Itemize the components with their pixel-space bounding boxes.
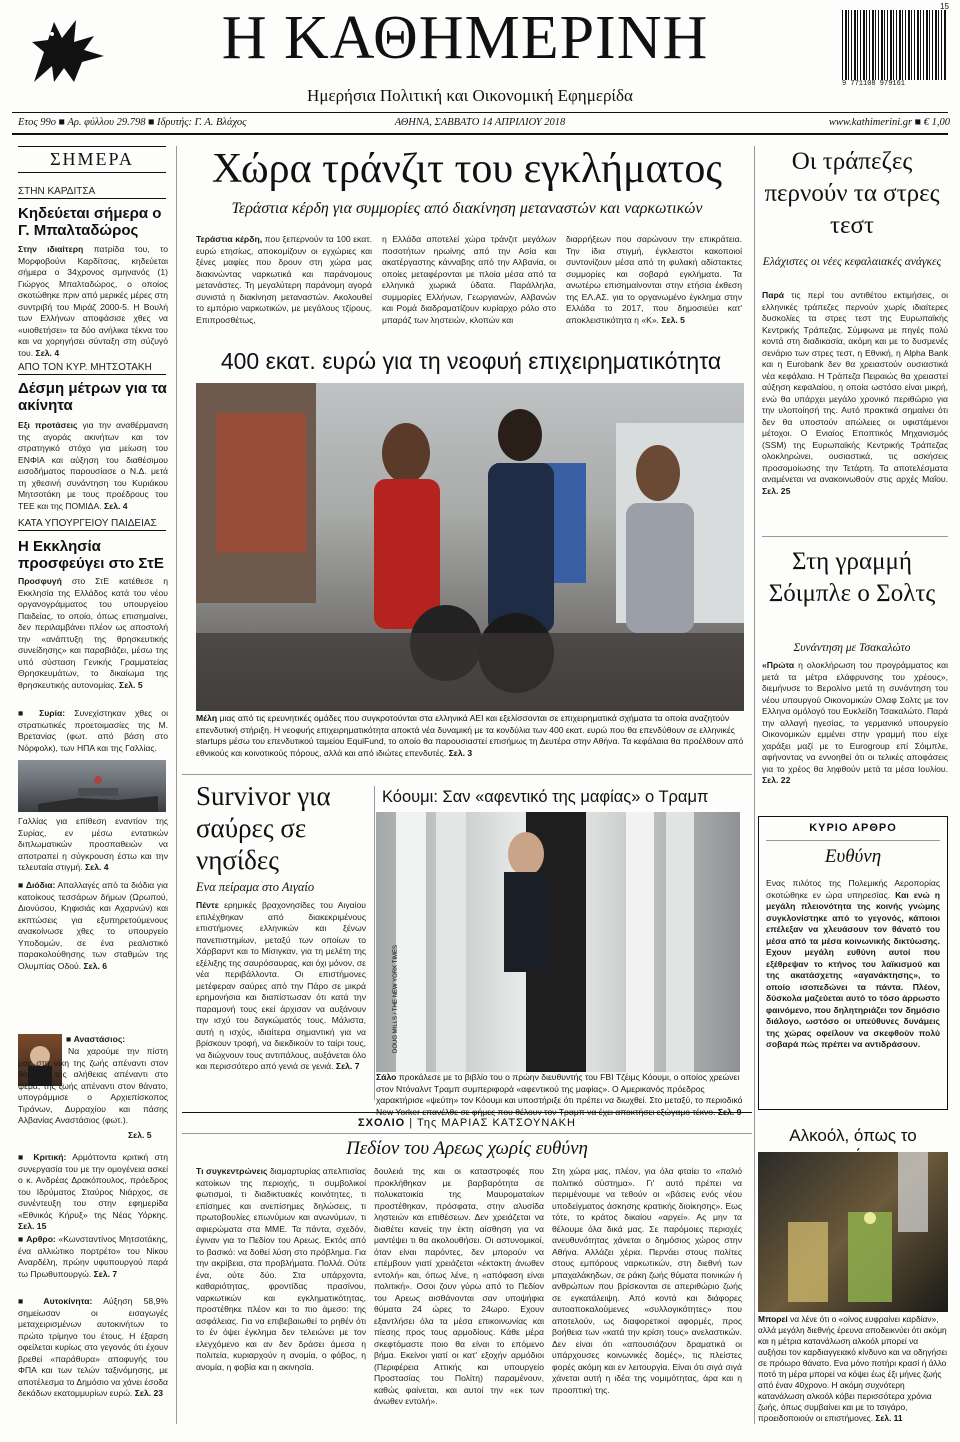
article-body: Προσφυγή στο ΣτΕ κατέθεσε η Εκκλησία της Ελλάδος κατά του νέου οργανογράμματος του υπουργείου Παιδείας, το οποίο, όπως επισημαίνει, δεν περιλαμβάνει πλέον ως αποστολή την «ανάπτυξη της θρησκευτικής συνείδησης» και παραβιάζει, μέσω της υπό σύσταση Γενικής Γραμματείας Θρησκευμάτων, το δικαίωμα της θρησκευτικής αυτονομίας. Σελ. 5 bbox=[18, 576, 168, 690]
divider bbox=[18, 374, 166, 375]
alcohol-photo bbox=[758, 1152, 948, 1312]
lead-subtitle: Τεράστια κέρδη για συμμορίες από διακίνηση μεταναστών και ναρκωτικών bbox=[231, 200, 703, 217]
web-line[interactable]: www.kathimerini.gr ■ € 1,00 bbox=[828, 117, 950, 128]
article-title[interactable]: Η Εκκλησία προσφεύγει στο ΣτΕ bbox=[18, 538, 164, 573]
scholz-headline[interactable]: Στη γραμμή Σόιμπλε ο Σολτς bbox=[768, 548, 936, 607]
divider bbox=[766, 840, 940, 841]
barcode-number: 9 771108 979161 bbox=[842, 80, 906, 88]
article-body: Εξι προτάσεις για την αναθέρμανση της αγοράς ακινήτων και τον στρατηγικό στόχο για μείωση του ΕΝΦΙΑ και αύξηση του διαθέσιμου εισοδήματος παρουσίασε ο Ν.Δ. μετά τη χθεσινή συνάντηση του Κυριάκου Μητσοτάκη με τους προέδρους του ΤΕΕ και της ΠΟΜΙΔΑ. Σελ. 4 bbox=[18, 420, 169, 511]
divider bbox=[182, 1112, 752, 1113]
comment-col-3: Στη χώρα μας, πλέον, για όλα φταίει το «παλιό πολιτικό σύστημα». Γι' αυτό πρέπει να περιμένουμε να τεθούν οι «βάσεις ενός νέου υποδείγματος άσκησης κρατικής διοίκησης». Εως τότε, το κράτος δικαίου «αργεί». Ας μην τα θέλουμε όλα δικά μας. Σε παρόμοιες περιοχές ανευθυνότητας χάνεται ο δημόσιος χώρος στην Αθήνα. Αλλάζει χέρια. Περνάει στους πολίτες στους εμπόρους ναρκωτικών, στη διεθνή των μπαχαλάκηδων, σε ράκη ζωής θύματα ποινικών ή ανθρώπων που βρίσκονται σε απεριθώριο ζωής σε εγκατάλειψη. Από κοντά και διάφορες αυτοαποκαλούμενες «συλλογικότητες» που αποτελούν, ως διαφορετικοί αφορμές, προς βοήθεια των «κατά την κρίση τους» ανελαστικών. Δεν είναι ότι «απουσιάζουν δραματικά οι υπάρχουσες κοινωνικές δομές», τις πλείστες φορές ακόμη και εν λειτουργία. Είναι ότι σιγά σιγά χάνεται αυτή η ιδέα της νομιμότητας, άρα και η προοπτική της. bbox=[552, 1166, 742, 1395]
griffin-logo bbox=[14, 12, 120, 92]
brief-cars: ■ Αυτοκίνητα: Αύξηση 58,9% σημείωσαν οι εισαγωγές μεταχειρισμένων αυτοκινήτων το πρώτο τρίμηνο του έτους. Η έξαρση οφείλεται κυρίως στο γεγονός ότι έχουν βρεθεί «παράθυρα» αποφυγής του ΦΠΑ και των τελών ταξινόμησης, με αποτέλεσμα το Δημόσιο να χάνει έσοδα δεκάδων εκατομμυρίων ευρώ. Σελ. 23 bbox=[18, 1296, 168, 1398]
photo-credit: DOUG MILLS / THE NEW YORK TIMES bbox=[393, 944, 399, 1053]
article-title[interactable]: Κηδεύεται σήμερα ο Γ. Μπαλταδώρος bbox=[18, 205, 162, 240]
masthead-top-rule bbox=[12, 112, 948, 113]
comey-caption: Σάλο προκάλεσε με το βιβλίο του ο πρώην διευθυντής του FBI Τζέιμς Κόουμι, ο οποίος χρεώνει στον Ντόναλντ Τραμπ συμπεριφορά «αφεντικού της μαφίας». Ο Αμερικανός πρόεδρος χαρακτήρισε «ψεύτη» τον Κόουμι και υποστήριξε ότι πρέπει να διωχθεί. Στο μεταξύ, το περιοδικό bbox=[376, 1072, 743, 1105]
lead-col-3: διαρρήξεων που σαρώνουν την επικράτεια. Την ίδια στιγμή, έγκλειστοι κακοποιοί συντονίζουν μέσα από τη φυλακή αδίστακτες συμμορίες και σοβαρά εγκλήματα. Τα ανωτέρω επισημαίνονται στην ετήσια έκθεση της ΕΛ.ΑΣ. για το οργανωμένο έγκλημα στην Ελλάδα το 2017, που δημοσιεύει κατ' αποκλειστικότητα η «Κ». Σελ. 5 bbox=[566, 234, 742, 325]
comey-headline[interactable]: Κόουμι: Σαν «αφεντικό της μαφίας» ο Τραμπ bbox=[382, 788, 709, 806]
brief-article: ■ Αρθρο: «Κωνσταντίνος Μητσοτάκης, ένα αλλιώτικο πορτρέτο» του Νίκου Αναρδέλη, πρώην υφυπουργού παρά τω Πρωθυπουργώ. Σελ. 7 bbox=[18, 1234, 169, 1279]
brief-syria: ■ Συρία: Συνεχίστηκαν χθες οι στρατιωτικές προετοιμασίες της Μ. Βρετανίας (φωτ. από βάση στο Νόρφολκ), των ΗΠΑ και της Γαλλίας. bbox=[18, 708, 168, 753]
section-label: ΑΠΟ ΤΟΝ ΚΥΡ. ΜΗΤΣΟΤΑΚΗ bbox=[18, 362, 152, 373]
divider bbox=[374, 786, 375, 1100]
brief-anastasios-top: ■ Αναστάσιος: bbox=[66, 1034, 126, 1044]
section-label: ΚΑΤΑ ΥΠΟΥΡΓΕΙΟΥ ΠΑΙΔΕΙΑΣ bbox=[18, 518, 157, 529]
sidebar-header: ΣΗΜΕΡΑ bbox=[18, 146, 166, 173]
comment-header: ΣΧΟΛΙΟ | Της ΜΑΡΙΑΣ ΚΑΤΣΟΥΝΑΚΗ bbox=[358, 1117, 576, 1129]
date-line: ΑΘΗΝΑ, ΣΑΒΒΑΤΟ 14 ΑΠΡΙΛΙΟΥ 2018 bbox=[394, 117, 566, 128]
editorial-title[interactable]: Ευθύνη bbox=[824, 846, 882, 867]
divider bbox=[18, 198, 166, 199]
comey-photo bbox=[376, 812, 740, 1072]
survivor-headline[interactable]: Survivor για σαύρες σε νησίδες bbox=[196, 781, 331, 875]
issue-code: 15 bbox=[940, 2, 949, 11]
article-title[interactable]: Δέσμη μέτρων για τα ακίνητα bbox=[18, 380, 167, 415]
alcohol-caption: Μπορεί να λένε ότι ο «οίνος ευφραίνει καρδίαν», αλλά μεγάλη διεθνής έρευνα αποδεικνύει ότι ακόμη και η μέτρια κατανάλωση αλκοόλ μπορεί να αυξήσει τον καρδιαγγειακό κίνδυνο και να οδηγήσει σε πρόωρο θάνατο. Ενα μόνο ποτήρι κρασί ή άλλο ποτό τη μέρα μπορεί να κόψει έως έξι μήνες ζωής από έναν 40χρονο. Η ακόμη συχνότερη κατανάλωση αλκοόλ κόβει περισσότερα χρόνια ζωής, όπως συμβαίνει και με το τσιγάρο, προειδοποιούν οι επιστήμονες. Σελ. 11 bbox=[758, 1314, 947, 1423]
banks-headline[interactable]: Οι τράπεζες περνούν τα στρες τεστ bbox=[764, 148, 940, 239]
startup-headline[interactable]: 400 εκατ. ευρώ για τη νεοφυή επιχειρηματικότητα bbox=[220, 348, 722, 374]
ref: Σελ. 5 bbox=[128, 1130, 152, 1140]
banks-body: Παρά τις περί του αντιθέτου εκτιμήσεις, οι ελληνικές τράπεζες περνούν χωρίς ιδιαίτερες δυσκολίες τα στρες τεστ της Ευρωπαϊκής Κεντρικής Τράπεζας. Σύμφωνα με πηγές πολύ κοντά στη διαδικασία, ακόμη και με το δυσμενές σενάριο των στρες τεστ, η Εθνική, η Alpha Bank και η Eurobank δεν θα χρειαστούν ουσιαστικά νέα κεφάλαια. Η Τράπεζα Πειραιώς θα χρειαστεί αύξηση κεφαλαίου, η οποία ωστόσο είναι μικρή, ενώ θα υπάρχει μεγάλο χρονικό περιθώριο για την υλοποίησή της. Αυτό πρακτικά σημαίνει ότι δεν θα υποστούν απώλειες οι υφιστάμενοι μέτοχοι. Ο Ενιαίος Εποπτικός Μηχανισμός (SSM) της Ευρωπαϊκής Κεντρικής Τράπεζας ολοκληρώνει, ουσιαστικά, τις ασκήσεις προσομοίωσης την Τετάρτη. Τα αποτελέσματα αναμένεται να ανακοινωθούν στις αρχές Μαΐου. Σελ. 25 bbox=[762, 290, 948, 496]
brief-anastasios: Να χαρούμε την πίστη μας στη νίκη της ζωής απέναντι στον θάνατο, της αλήθειας απέναντι στο ψέμα, της ζωής απέναντι στον θάνατο, υπογράμμισε ο Αρχιεπίσκοπος Τιράνων, Δυρραχίου και πάσης Αλβανίας Αναστάσιος (φωτ.). bbox=[18, 1046, 168, 1125]
barcode bbox=[842, 10, 946, 80]
banks-subtitle: Ελάχιστες οι νέες κεφαλαιακές ανάγκες bbox=[762, 256, 942, 268]
divider bbox=[18, 530, 166, 531]
alcohol-headline[interactable]: Αλκοόλ, όπως το bbox=[789, 1126, 917, 1145]
syria-caption: Γαλλίας για επίθεση εναντίον της Συρίας, εν μέσω εντατικών διπλωματικών προσπαθειών να αποτραπεί η σύγκρουση έστω και την τελευταία στιγμή. Σελ. 4 bbox=[18, 816, 168, 872]
startup-caption: Μέλη μιας από τις ερευνητικές ομάδες που συγκροτούνται στα ελληνικά ΑΕΙ και εξελίσσονται σε επιχειρηματικά σχήματα τα οποία αναζητούν επενδυτική στήριξη. Η νεοφυής επιχειρηματικότητα αποκτά νέα δυναμική με τα κονδύλια των 400 εκατ. ευρώ που θα επενδύθουν σε ελληνικές startups μέσω του επενδυτικού ταμείου EquiFund, το οποίο θα παρουσιαστεί επισήμως τη Δευτέρα στην Αθήνα. Τα κεφάλαια θα προέλθουν από εθνικούς και κοινοτικούς πόρους, αλλά και από ιδιώτες επενδυτές. Σελ. 3 bbox=[196, 713, 744, 758]
lead-headline[interactable]: Χώρα τράνζιτ του εγκλήματος bbox=[211, 146, 723, 192]
masthead-title[interactable]: Η ΚΑΘΗΜΕΡΙΝΗ bbox=[221, 4, 709, 72]
scholz-body: «Πρώτα η ολοκλήρωση του προγράμματος και μετά τα μέτρα ελάφρυνσης του χρέους», διεμήνυσε το Βερολίνο μετά τη συνάντηση του νέου υπουργού Οικονομικών Ολαφ Σολτς με τον Ελληνα ομόλογό του Ευκλείδη Τσακαλώτο. Παρά την αλλαγή ηγεσίας, το γερμανικό υπουργείο Οικονομικών εμμένει στην γραμμή που είχε χαράξει μαζί με το Eurogroup επί Σόιμπλε, αφήνοντας να εννοηθεί ότι οι τελικές αποφάσεις για το χρέος θα ληφθούν μετά τα μέσα Ιουλίου. Σελ. 22 bbox=[762, 660, 948, 785]
sidebar-divider bbox=[176, 146, 177, 1424]
masthead-bottom-rule bbox=[12, 133, 948, 135]
divider bbox=[762, 536, 948, 537]
syria-photo bbox=[18, 760, 166, 812]
editorial-body: Ενας πιλότος της Πολεμικής Αεροπορίας σκοτώθηκε εν ώρα υπηρεσίας. Και ενώ η μεγάλη πλειονότητα της κοινής γνώμης συγκλονίστηκε από το γεγονός, κάποιοι επέλεξαν να χλευάσουν τον θάνατό του μέσα από τα μέσα κοινωνικής δικτύωσης. Εχουν μεγάλη ευθύνη αυτοί που εξέθρεψαν το κτήνος του λαϊκισμού και της ακατάσχετης «αγανάκτησης», το οποίο ισοπεδώνει τα πάντα. Πλέον, δύσκολα μαζεύεται αυτό το τόσο άρρωστο φαινόμενο, που δηλητηριάζει τον δημόσιο διάλογο, ωστόσο οι υπεύθυνες δυνάμεις της χώρας οφείλουν να σκεφθούν πολύ σοβαρά πώς πρέπει να αντιδράσουν. bbox=[766, 878, 940, 1049]
divider bbox=[182, 1133, 752, 1134]
comment-col-1: Τι συγκεντρώνεις διαμαρτυρίας απελπισίας κατοίκων της περιοχής, τι συμβολικοί φωτισμοί, τι διαδικτυακές κοινότητες, τι επίσημες και ανεπίσημες δηλώσεις, τι πρωτοβουλίες επωνύμων και ανωνύμων, τι αφιερώματα στα ΜΜΕ. Τα πάντα, σχεδόν, έγιναν για το Πεδίον του Αρεως. Εκτός από το βασικό: να δοθεί λύση στο πρόβλημα. Για την ακρίβεια, στα προβλήματα. Πολλά. Ούτε ένα, ούτε δύο. Στα υπάρχοντα, καθαριότητας, φροντίδας πρασίνου, ναρκωτικών και εγκληματικότητας, προστέθηκε πλέον και το πιο άμεσο: της ασφάλειας. Για να επιβεβαιωθεί το ρηθέν ότι το έν όψει έγκλημα δεν τελειώνει με τον ελεγχόμενο και αν δεν δράσει άμεσα η πολιτεία, κυριαρχούν η ανομία, ο φόβος, η ανομία, η φοβία και η ακινησία. bbox=[196, 1166, 366, 1372]
editorial-section: ΚΥΡΙΟ ΑΡΘΡΟ bbox=[809, 822, 897, 834]
comment-col-2: δουλειά της και οι καταστροφές που προκλήθηκαν με βαρβαρότητα σε πολυκατοικία της Μαυροματαίων προστέθηκαν, πρόσφατα, στην αλυσίδα ληστειών και επιθέσεων. Δεν χρειάζεται να διαθέτει κανείς την έκτη αίσθηση για να μαντέψει τι θα ακολουθήσει. Οι αστυνομικοί, όταν είναι παρόντες, δεν μπορούν να επέμβουν γιατί χρειάζεται «έκτακτη άνωθεν εντολή» και, όπως λένε, η «απόφαση είναι πολιτική». Οσοι ζουν γύρω από το Πεδίον του Αρεως αισθάνονται σαν υποψήφια θύματα 24 ώρες το 24ωρο. Εχουν εξαντλήσει όλα τα μέσα επικοινωνίας και πίεσης προς τους αρμοδίους. Κάθε μέρα σκεφτόμαστε ποιο θα είναι το επόμενο βήμα. Εκείνοι γιατί οι κατ' εξοχήν αρμόδιοι (Περιφέρεια Αττικής και υπουργείο Προστασίας του Πολίτη) παραμένουν, καθώς φαίνεται, και αυτοί την «εκ των άνωθεν εντολή». bbox=[374, 1166, 544, 1406]
brief-tolls: ■ Διόδια: Απαλλαγές από τα διόδια για κατοίκους τεσσάρων δήμων (Ωρωπού, Διονύσου, Κηφισιάς και Αχαρνών) και εκπτώσεις για εξυπηρετούμενους ανακοίνωσε χθες το υπουργείο Υποδομών, σε ένα ρεαλιστικό παρακολούθησης των σταθμών της Ολυμπίας Οδού. Σελ. 6 bbox=[18, 880, 168, 971]
section-label: ΣΤΗΝ ΚΑΡΔΙΤΣΑ bbox=[18, 186, 96, 197]
brief-critique: ■ Κριτική: Αρμόττοντα κριτική στη συνεργασία του με την ομογένεια ασκεί ο κ. Ανδρέας Δρακόπουλος, πρόεδρος του Ιδρύματος Σταύρος Νιάρχος, σε συνέντευξη του στην εφημερίδα «Εθνικός Κήρυξ» της Νέας Υόρκης. Σελ. 15 bbox=[18, 1152, 168, 1231]
startup-photo bbox=[196, 383, 744, 711]
lead-col-1: Τεράστια κέρδη, που ξεπερνούν τα 100 εκατ. ευρώ ετησίως, αποκομίζουν οι εγχώριες και ξένες μαφίες που δρουν στη χώρα μας διακινώντας ναρκωτικά και παράνομους μετανάστες. Τη μεγαλύτερη παράνομη αγορά συνιστά η διακίνηση μεταναστών. Ακολουθεί το εμπόριο ναρκωτικών, με μεγάλους τζίρους. Επιπροσθέτως, bbox=[196, 234, 373, 325]
article-body: Στην ιδιαίτερη πατρίδα του, το Μορφοβούνι Καρδίτσας, κηδεύεται σήμερα ο 34χρονος σμηνανός (1) Γιώργος Μπαλταδώρος, ο οποίος σκοτώθηκε πριν από μερικές μέρες στη συντριβή του Μιράζ 2000-5. Η Βουλή των Ελλήνων αποφάσισε χθες να «υιοθετήσει» τα δύο ανήλικα τέκνα του και να χορηγήσει σύνταξη στη σύζυγό του. Σελ. 4 bbox=[18, 244, 169, 358]
masthead-subtitle: Ημερήσια Πολιτική και Οικονομική Εφημερίδα bbox=[307, 86, 633, 105]
issue-line: Ετος 99ο ■ Αρ. φύλλου 29.798 ■ Ιδρυτής: Γ. Α. Βλάχος bbox=[18, 117, 247, 128]
comment-headline[interactable]: Πεδίον του Αρεως χωρίς ευθύνη bbox=[346, 1138, 588, 1159]
scholz-subtitle: Συνάντηση με Τσακαλώτο bbox=[793, 642, 911, 654]
survivor-subtitle: Ενα πείραμα στο Αιγαίο bbox=[196, 880, 315, 894]
divider bbox=[182, 774, 752, 775]
survivor-body: Πέντε ερημικές βραχονησίδες του Αιγαίου επιλέχθηκαν από διακεκριμένους επιστήμονες ελληνικών και ξένων πανεπιστημίων, μεταξύ των οποίων το Χάρβαρντ και το Μίσιγκαν, για τη μελέτη της εξέλιξης της σαυρόσαυρας, και όχι μόνον, σε νέα περιβάλλοντα. Οι επιστήμονες μετέφεραν σαύρες από την Πάρο σε μικρά ερημονήσια και διαπίστωσαν ότι κατά την παραμονή τους εκεί άρχισαν να αυξάνουν την ισχύ του δαγκώματός τους. Μάλιστα, αυτή η ισχύς, ιδιαίτερα σημαντική για να βρίσκουν τροφή, να διεκδικούν το ταίρι τους, να διώχνουν τους αντιπάλους, αυξάνεται όλο και περισσότερο από γενιά σε γενιά. Σελ. 7 bbox=[196, 900, 366, 1071]
right-divider bbox=[754, 146, 755, 1424]
lead-col-2: η Ελλάδα αποτελεί χώρα τράνζιτ μεγάλων ποσοτήτων ηρωίνης από την Ασία και ακατέργαστης κάνναβης από την Αλβανία, οι οποίες μεταφέρονται με πλοία μέσα από τα ελληνικά χωρικά ύδατα. Παράλληλα, συμμορίες Ελλήνων, Γεωργιανών, Αλβανών και Ρομά διαδραματίζουν κυρίαρχο ρόλο στο μπαράζ των ληστειών, κλοπών και bbox=[382, 234, 556, 325]
